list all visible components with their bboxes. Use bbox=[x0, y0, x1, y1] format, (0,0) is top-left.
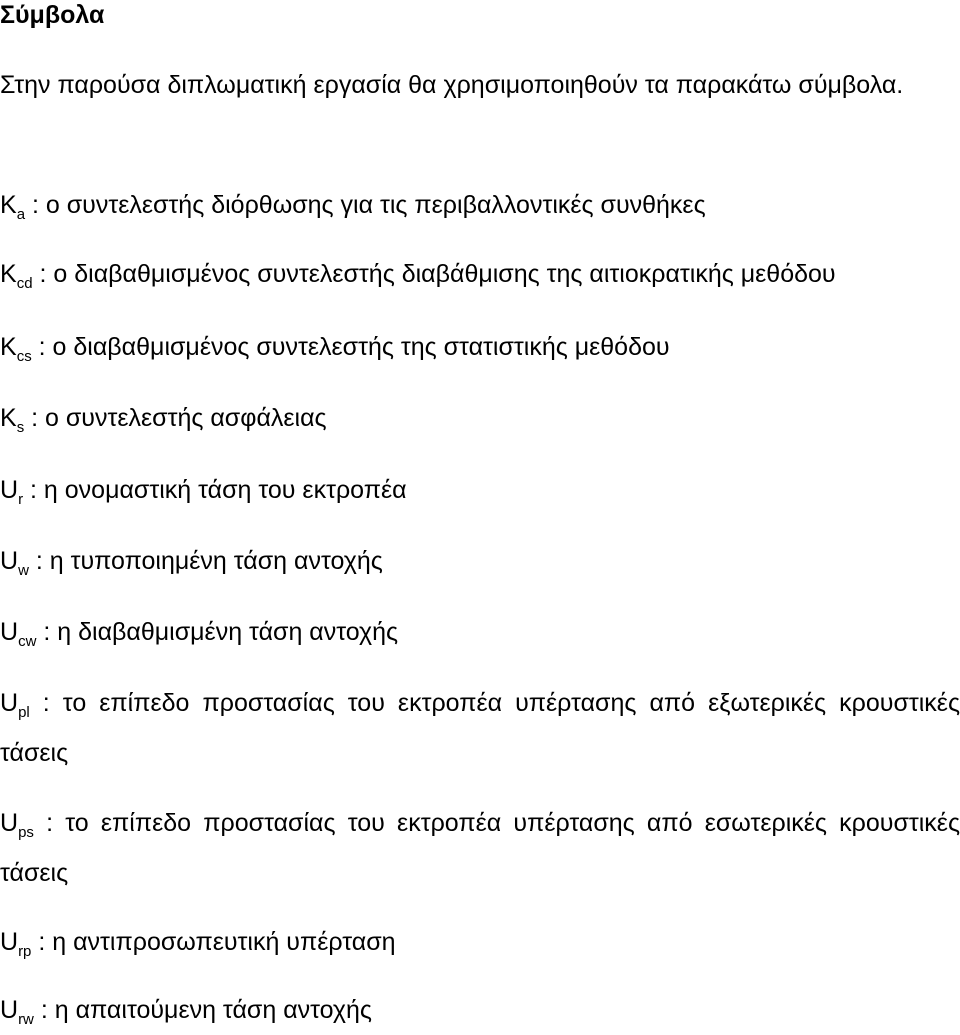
symbol-description: η διαβαθμισμένη τάση αντοχής bbox=[57, 618, 399, 646]
symbol-entry-kcd bbox=[0, 249, 960, 299]
symbol-separator: : bbox=[36, 618, 58, 646]
symbol-subscript: r bbox=[18, 491, 24, 508]
symbol-name: $K_s$ bbox=[0, 404, 25, 436]
symbol-description: ο συντελεστής ασφάλειας bbox=[45, 404, 327, 432]
symbol-entry-ucw bbox=[0, 607, 960, 657]
symbol-subscript: cw bbox=[18, 633, 37, 650]
symbol-description: η απαιτούμενη τάση αντοχής bbox=[54, 996, 372, 1024]
symbol-description: η αντιπροσωπευτική υπέρταση bbox=[52, 928, 396, 956]
symbol-entry-ur bbox=[0, 465, 960, 515]
symbol-name: $U_{ps}$ bbox=[0, 809, 34, 841]
symbol-name: $K_{cd}$ bbox=[0, 260, 33, 292]
symbol-separator: : bbox=[31, 928, 53, 956]
symbol-description: το επίπεδο προστασίας του εκτροπέα υπέρτασης από εσωτερικές κρουστικές τάσεις bbox=[0, 809, 960, 887]
symbol-name: $U_{rp}$ bbox=[0, 928, 32, 960]
symbol-entry-upl bbox=[0, 678, 960, 778]
symbol-description: ο συντελεστής διόρθωσης για τις περιβαλλοντικές συνθήκες bbox=[45, 191, 706, 219]
symbol-description: η τυποποιημένη τάση αντοχής bbox=[49, 547, 383, 575]
section-heading: Σύμβολα bbox=[0, 1, 105, 29]
symbol-description: η ονομαστική τάση του εκτροπέα bbox=[43, 476, 407, 504]
symbol-subscript: cd bbox=[16, 275, 33, 292]
symbol-entry-kcs bbox=[0, 322, 960, 372]
symbol-entry-uw bbox=[0, 536, 960, 586]
symbol-name: $U_{pl}$ bbox=[0, 689, 30, 721]
symbol-subscript: s bbox=[16, 419, 25, 436]
symbol-name: $U_{rw}$ bbox=[0, 996, 34, 1028]
symbol-subscript: w bbox=[18, 562, 29, 579]
symbol-separator: : bbox=[33, 996, 55, 1024]
symbol-name: $K_a$ bbox=[0, 191, 26, 223]
symbol-separator: : bbox=[25, 191, 46, 219]
symbol-name: $U_w$ bbox=[0, 547, 29, 579]
symbol-subscript: cs bbox=[16, 348, 32, 365]
symbol-separator: : bbox=[32, 260, 54, 288]
symbol-separator: : bbox=[33, 809, 66, 837]
symbol-name: $U_r$ bbox=[0, 476, 24, 508]
symbol-subscript: rw bbox=[18, 1011, 34, 1028]
symbol-description: ο διαβαθμισμένος συντελεστής της στατιστικής μεθόδου bbox=[52, 333, 670, 361]
symbol-subscript: rp bbox=[18, 943, 32, 960]
symbol-description: ο διαβαθμισμένος συντελεστής διαβάθμισης της αιτιοκρατικής μεθόδου bbox=[53, 260, 836, 288]
symbol-name: $K_{cs}$ bbox=[0, 333, 32, 365]
symbol-separator: : bbox=[24, 404, 46, 432]
symbol-subscript: a bbox=[16, 206, 26, 223]
symbol-entry-ups bbox=[0, 798, 960, 898]
symbol-separator: : bbox=[28, 547, 50, 575]
symbol-subscript: pl bbox=[18, 704, 30, 721]
symbol-separator: : bbox=[31, 333, 53, 361]
symbol-subscript: ps bbox=[18, 824, 34, 841]
symbol-separator: : bbox=[29, 689, 63, 717]
symbol-entry-urp bbox=[0, 917, 960, 967]
symbol-entry-urw bbox=[0, 985, 960, 1035]
symbol-description: το επίπεδο προστασίας του εκτροπέα υπέρτασης από εξωτερικές κρουστικές τάσεις bbox=[0, 689, 960, 767]
symbol-entry-ks bbox=[0, 393, 960, 443]
intro-paragraph: Στην παρούσα διπλωματική εργασία θα χρησιμοποιηθούν τα παρακάτω σύμβολα. bbox=[0, 71, 904, 99]
symbol-name: $U_{cw}$ bbox=[0, 618, 37, 650]
symbol-entry-ka bbox=[0, 180, 960, 230]
symbol-separator: : bbox=[23, 476, 44, 504]
